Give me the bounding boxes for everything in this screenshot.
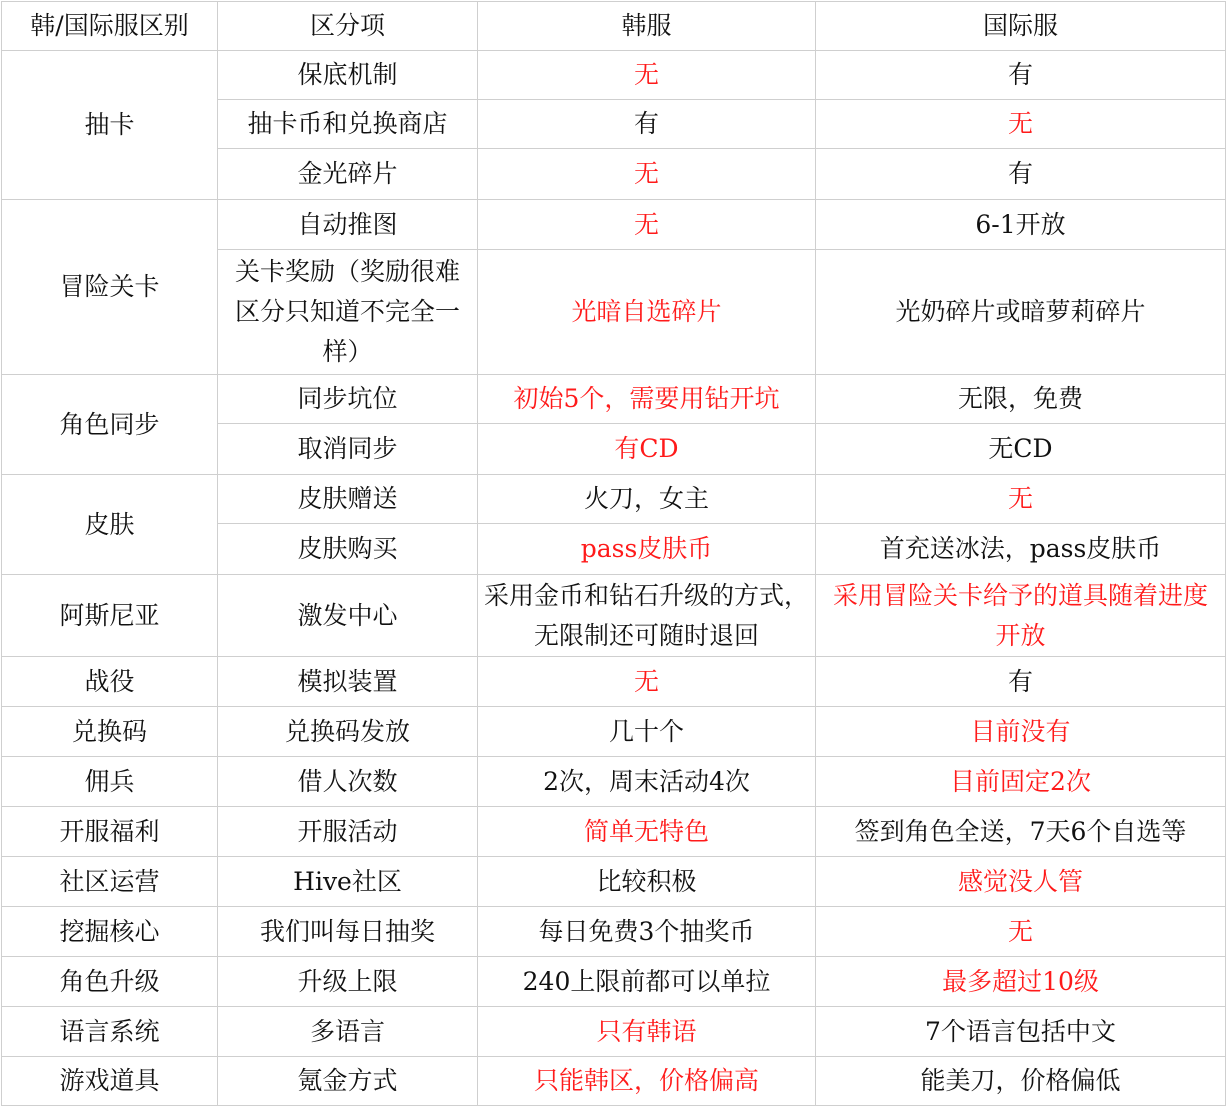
intl-server-cell: 有: [816, 657, 1226, 707]
table-row: [2, 1007, 1226, 1057]
intl-server-cell: 光奶碎片或暗萝莉碎片: [816, 250, 1226, 375]
item-cell: 皮肤赠送: [218, 475, 478, 524]
table-row: [2, 907, 1226, 957]
intl-server-cell: 6-1开放: [816, 200, 1226, 250]
comparison-table-body: [2, 2, 1226, 1106]
item-cell: 保底机制: [218, 51, 478, 100]
kr-server-cell: 只能韩区，价格偏高: [478, 1057, 816, 1106]
intl-server-cell: 能美刀，价格偏低: [816, 1057, 1226, 1106]
header-intl-server: 国际服: [816, 2, 1226, 51]
kr-server-cell: 无: [478, 51, 816, 100]
table-row: [2, 707, 1226, 757]
intl-server-cell: 无: [816, 475, 1226, 524]
kr-server-cell: pass皮肤币: [478, 524, 816, 575]
item-cell: 开服活动: [218, 807, 478, 857]
kr-server-cell: 无: [478, 149, 816, 200]
category-cell: 社区运营: [2, 857, 218, 907]
category-cell: 开服福利: [2, 807, 218, 857]
category-cell: 战役: [2, 657, 218, 707]
category-cell: 兑换码: [2, 707, 218, 757]
header-category: 韩/国际服区别: [2, 2, 218, 51]
category-cell: 佣兵: [2, 757, 218, 807]
table-row: [2, 200, 1226, 250]
intl-server-cell: 无: [816, 907, 1226, 957]
kr-server-cell: 比较积极: [478, 857, 816, 907]
kr-server-cell: 240上限前都可以单拉: [478, 957, 816, 1007]
intl-server-cell: 无限，免费: [816, 375, 1226, 424]
kr-server-cell: 采用金币和钻石升级的方式，无限制还可随时退回: [478, 575, 816, 657]
category-cell: 语言系统: [2, 1007, 218, 1057]
kr-server-cell: 火刀，女主: [478, 475, 816, 524]
item-cell: 模拟装置: [218, 657, 478, 707]
item-cell: 取消同步: [218, 424, 478, 475]
kr-server-cell: 无: [478, 200, 816, 250]
intl-server-cell: 7个语言包括中文: [816, 1007, 1226, 1057]
item-cell: 多语言: [218, 1007, 478, 1057]
kr-server-cell: 2次，周末活动4次: [478, 757, 816, 807]
intl-server-cell: 签到角色全送，7天6个自选等: [816, 807, 1226, 857]
kr-server-cell: 无: [478, 657, 816, 707]
intl-server-cell: 无: [816, 100, 1226, 149]
intl-server-cell: 最多超过10级: [816, 957, 1226, 1007]
table-row: [2, 1057, 1226, 1106]
kr-server-cell: 光暗自选碎片: [478, 250, 816, 375]
table-row: [2, 51, 1226, 100]
kr-server-cell: 初始5个，需要用钻开坑: [478, 375, 816, 424]
kr-server-cell: 每日免费3个抽奖币: [478, 907, 816, 957]
item-cell: 自动推图: [218, 200, 478, 250]
item-cell: Hive社区: [218, 857, 478, 907]
kr-server-cell: 简单无特色: [478, 807, 816, 857]
table-row: [2, 757, 1226, 807]
header-kr-server: 韩服: [478, 2, 816, 51]
category-cell: 冒险关卡: [2, 200, 218, 375]
category-cell: 抽卡: [2, 51, 218, 200]
kr-server-cell: 只有韩语: [478, 1007, 816, 1057]
table-row: [2, 657, 1226, 707]
item-cell: 抽卡币和兑换商店: [218, 100, 478, 149]
intl-server-cell: 感觉没人管: [816, 857, 1226, 907]
category-cell: 角色同步: [2, 375, 218, 475]
intl-server-cell: 有: [816, 149, 1226, 200]
table-row: [2, 807, 1226, 857]
intl-server-cell: 首充送冰法，pass皮肤币: [816, 524, 1226, 575]
intl-server-cell: 有: [816, 51, 1226, 100]
comparison-table: [1, 1, 1226, 1106]
category-cell: 阿斯尼亚: [2, 575, 218, 657]
item-cell: 借人次数: [218, 757, 478, 807]
kr-server-cell: 有: [478, 100, 816, 149]
table-row: [2, 857, 1226, 907]
intl-server-cell: 无CD: [816, 424, 1226, 475]
header-row: [2, 2, 1226, 51]
category-cell: 挖掘核心: [2, 907, 218, 957]
item-cell: 氪金方式: [218, 1057, 478, 1106]
item-cell: 激发中心: [218, 575, 478, 657]
category-cell: 游戏道具: [2, 1057, 218, 1106]
intl-server-cell: 目前没有: [816, 707, 1226, 757]
item-cell: 关卡奖励（奖励很难区分只知道不完全一样）: [218, 250, 478, 375]
item-cell: 升级上限: [218, 957, 478, 1007]
header-item: 区分项: [218, 2, 478, 51]
category-cell: 角色升级: [2, 957, 218, 1007]
item-cell: 我们叫每日抽奖: [218, 907, 478, 957]
intl-server-cell: 目前固定2次: [816, 757, 1226, 807]
table-row: [2, 475, 1226, 524]
table-row: [2, 957, 1226, 1007]
item-cell: 金光碎片: [218, 149, 478, 200]
item-cell: 兑换码发放: [218, 707, 478, 757]
intl-server-cell: 采用冒险关卡给予的道具随着进度开放: [816, 575, 1226, 657]
item-cell: 同步坑位: [218, 375, 478, 424]
kr-server-cell: 几十个: [478, 707, 816, 757]
item-cell: 皮肤购买: [218, 524, 478, 575]
category-cell: 皮肤: [2, 475, 218, 575]
table-row: [2, 575, 1226, 657]
kr-server-cell: 有CD: [478, 424, 816, 475]
table-row: [2, 375, 1226, 424]
